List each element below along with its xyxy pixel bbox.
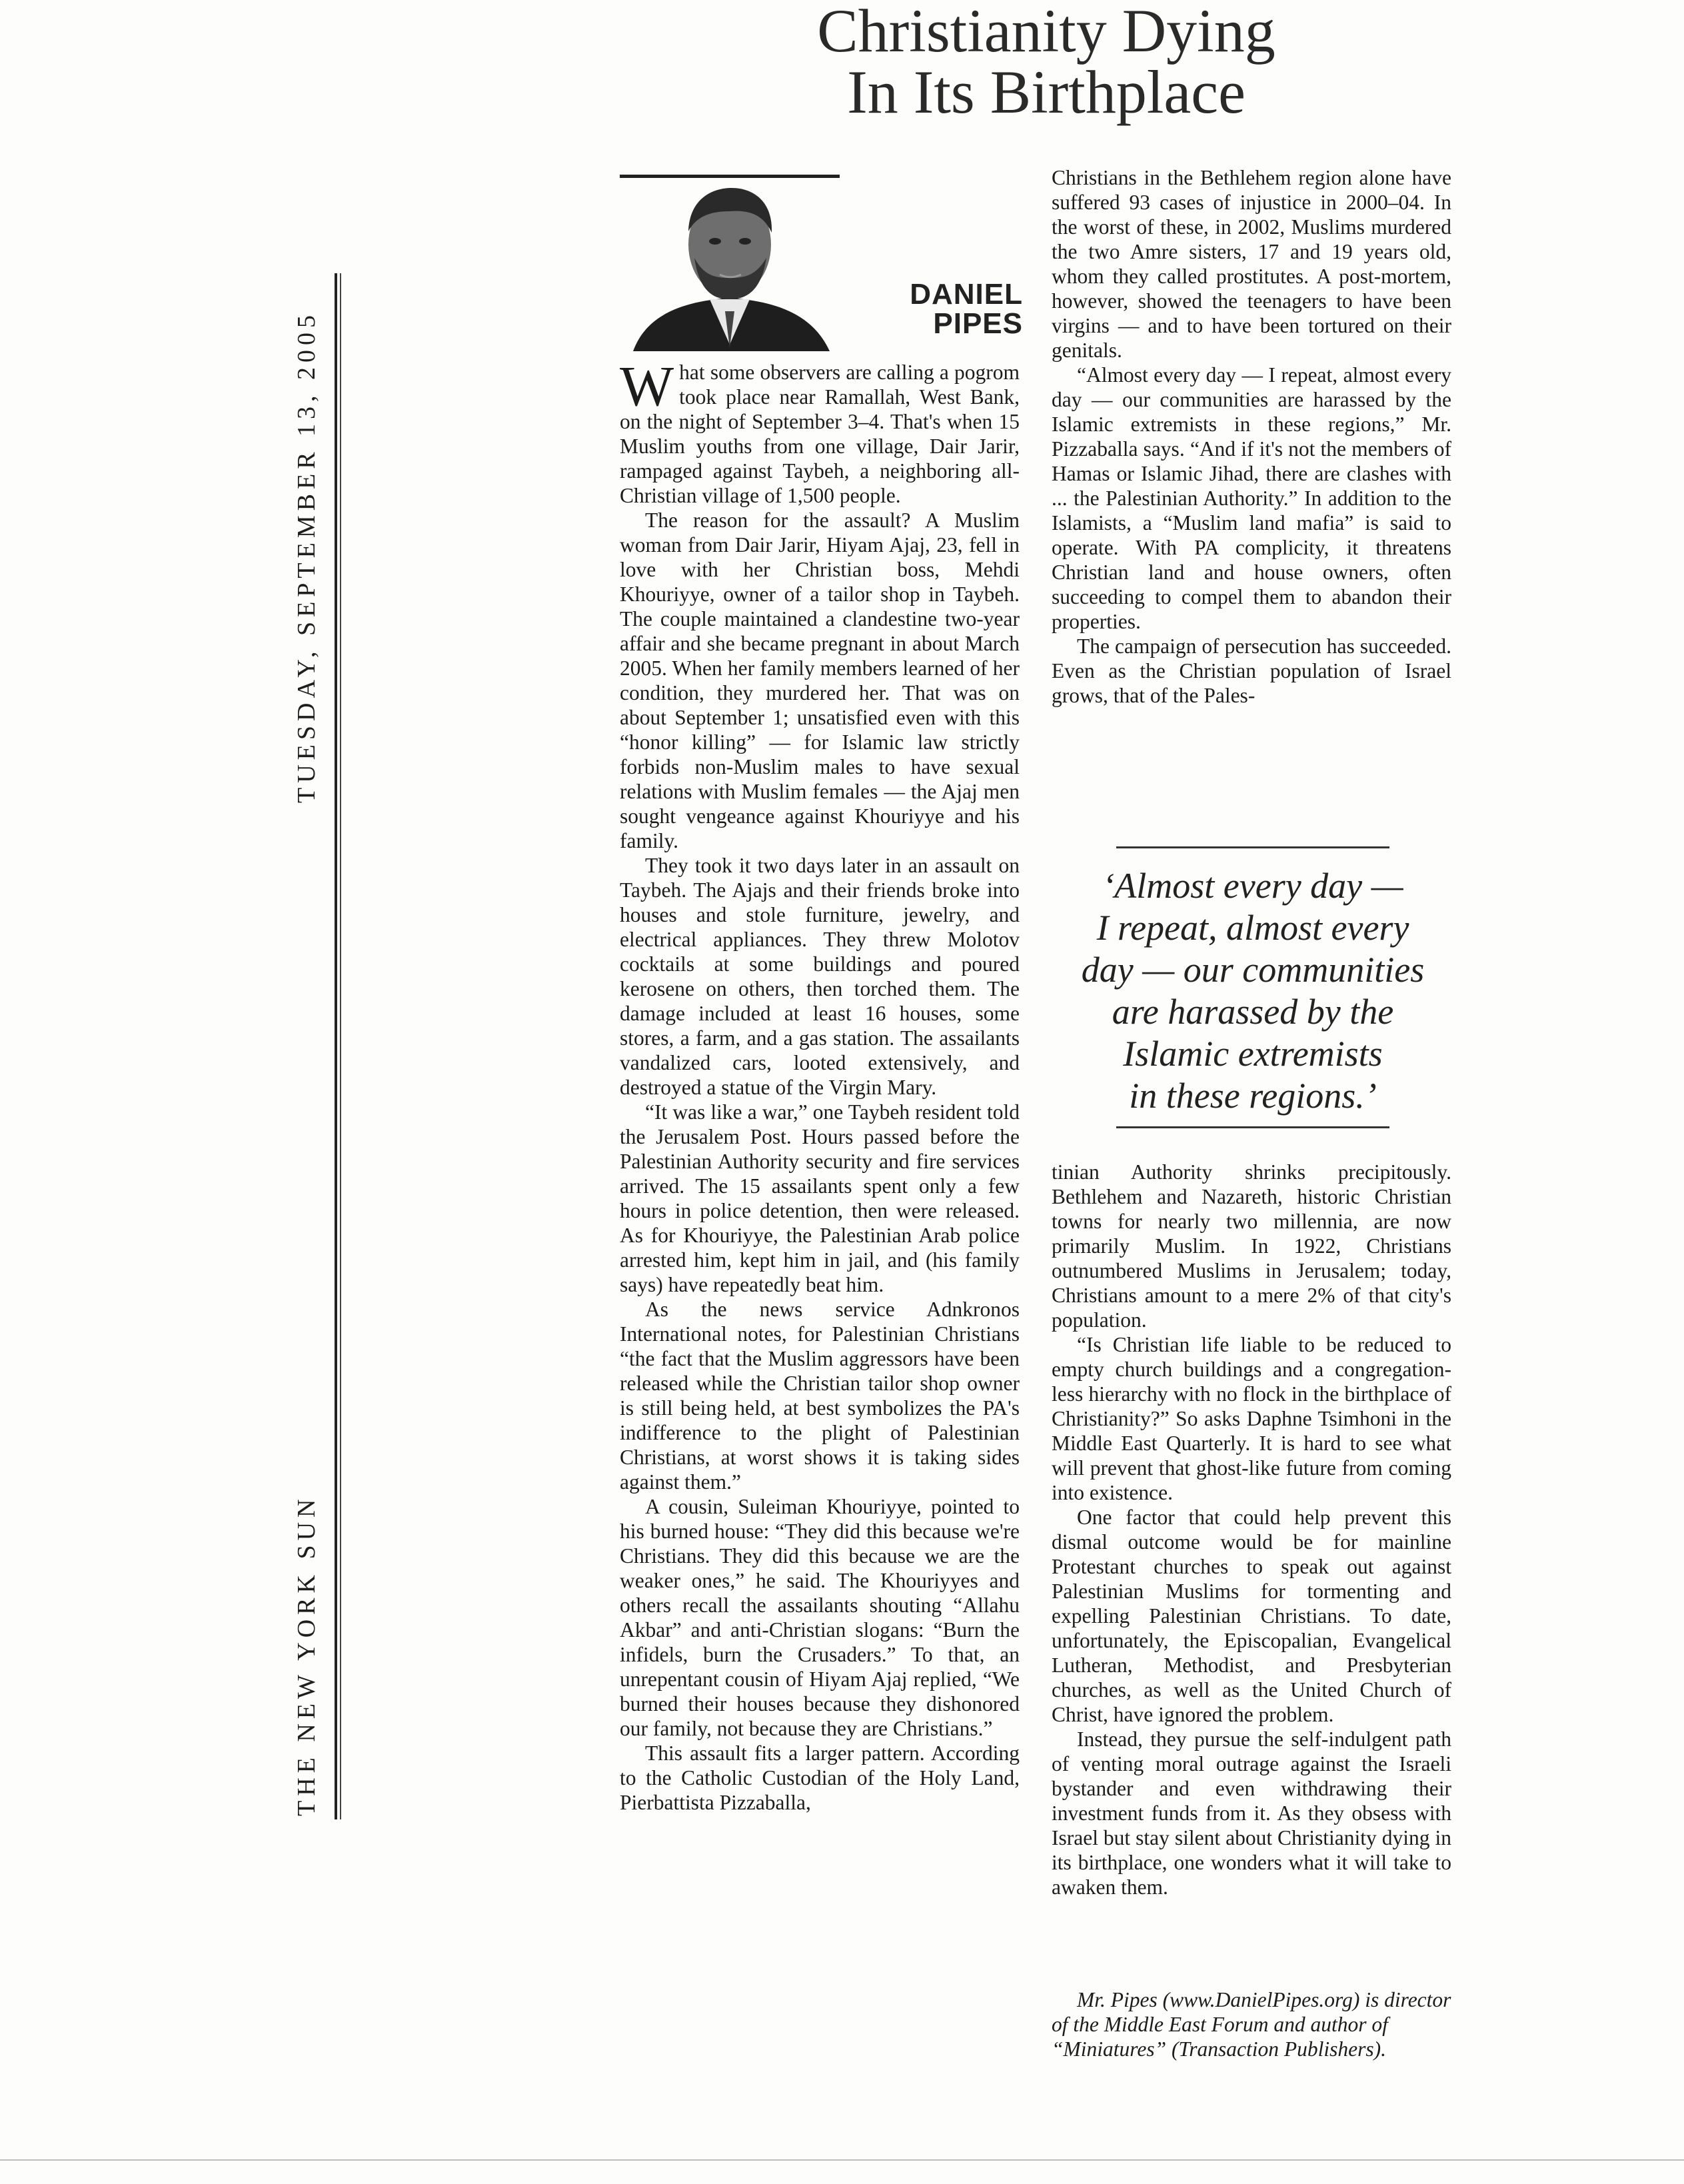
article-column-1 [620, 354, 1020, 1815]
paragraph: One factor that could help prevent this dismal outcome would be for mainline Protestant churches to speak out against Palestinian Muslims for tormenting and expelling Palestinian Christians. To date, unfortunately, the Episcopalian, Evangelical Lutheran, Methodist, and Presbyterian churches, as well as the United Church of Christ, have ignored the problem. [1052, 1506, 1451, 1726]
headline [666, 0, 1426, 126]
paragraph: “It was like a war,” one Taybeh resident told the Jerusalem Post. Hours passed before the Palestinian Authority security and fire services arrived. The 15 assailants spent only a few hours in police detention, then were released. As for Khouriyye, the Palestinian Arab police arrested him, kept him in jail, and (his family says) have repeatedly beat him. [620, 1100, 1020, 1296]
paragraph: “Almost every day — I repeat, almost every day — our communities are harassed by the Islamic extremists in these regions,” Mr. Pizzaballa says. “And if it's not the members of Hamas or Islamic Jihad, there are clashes with ... the Palestinian Authority.” In addition to the Islamists, a “Muslim land mafia” is said to operate. With PA complicity, it threatens Christian land and house owners, often succeeding to compel them to abandon their properties. [1052, 363, 1451, 633]
paragraph: What some observers are calling a pogrom took place near Ramallah, West Bank, on the night of September 3–4. That's when 15 Muslim youths from one village, Dair Jarir, rampaged against Taybeh, a neighboring all-Christian village of 1,500 people. [620, 354, 1020, 507]
headline-line-2: In Its Birthplace [847, 58, 1246, 126]
pull-quote-line: Islamic extremists [1123, 1034, 1383, 1074]
pull-quote [1066, 865, 1439, 1117]
date-label: TUESDAY, SEPTEMBER 13, 2005 [293, 310, 321, 803]
byline-last-name: PIPES [933, 307, 1023, 340]
byline [866, 280, 1023, 339]
paragraph: They took it two days later in an assault on Taybeh. The Ajajs and their friends broke into houses and stole furniture, jewelry, and electrical appliances. They threw Molotov cocktails at some buildings and poured kerosene on others, then torched them. The damage included at least 16 houses, some stores, a farm, and a gas station. The assailants vandalized cars, looted extensively, and destroyed a statue of the Virgin Mary. [620, 854, 1020, 1099]
pull-quote-rule-bottom [1116, 1126, 1389, 1128]
paragraph: As the news service Adnkronos International notes, for Palestinian Christians “the fact that the Muslim aggressors have been released while the Christian tailor shop owner is still being held, at best symbolizes the PA's indifference to the plight of Palestinian Christians, at worst shows it is taking sides against them.” [620, 1298, 1020, 1494]
byline-first-name: DANIEL [910, 278, 1023, 311]
pull-quote-rule-top [1116, 846, 1389, 848]
drop-cap: W [620, 354, 674, 418]
pull-quote-line: in these regions.’ [1129, 1076, 1377, 1116]
pull-quote-line: ‘Almost every day — [1102, 866, 1403, 906]
margin-rule-thin [340, 273, 341, 1819]
paragraph: Christians in the Bethlehem region alone have suffered 93 cases of injustice in 2000–04. In the worst of these, in 2002, Muslims murdered the two Amre sisters, 17 and 19 years old, whom they called prostitutes. A post-mortem, however, showed the teenagers to have been virgins — and to have been tortured on their genitals. [1052, 166, 1451, 362]
margin-rule [335, 273, 337, 1819]
author-photo [620, 175, 840, 351]
paragraph: This assault fits a larger pattern. According to the Catholic Custodian of the Holy Land, Pierbattista Pizzaballa, [620, 1741, 1020, 1814]
paragraph: The reason for the assault? A Muslim woman from Dair Jarir, Hiyam Ajaj, 23, fell in love with her Christian boss, Mehdi Khouriyye, owner of a tailor shop in Taybeh. The couple maintained a clandestine two-year affair and she became pregnant in about March 2005. When her family members learned of her condition, they murdered her. That was on about September 1; unsatisfied even with this “honor killing” — for Islamic law strictly forbids non-Muslim males to have sexual relations with Muslim females — the Ajaj men sought vengeance against Khouriyye and his family. [620, 509, 1020, 852]
headline-line-1: Christianity Dying [817, 0, 1275, 65]
article-column-2-bottom [1052, 1160, 1451, 1899]
author-tagline: Mr. Pipes (www.DanielPipes.org) is director of the Middle East Forum and author of “Miniatures” (Transaction Publishers). [1052, 1988, 1451, 2061]
paragraph: tinian Authority shrinks precipitously. Bethlehem and Nazareth, historic Christian towns for nearly two millennia, are now primarily Muslim. In 1922, Christians outnumbered Muslims in Jerusalem; today, Christians amount to a mere 2% of that city's population. [1052, 1160, 1451, 1332]
scan-edge-line [0, 2159, 1684, 2161]
paragraph: A cousin, Suleiman Khouriyye, pointed to his burned house: “They did this because we're Christians. They did this because we are the weaker ones,” he said. The Khouriyyes and others recall the assailants shouting “Allahu Akbar” and anti-Christian slogans: “Burn the infidels, burn the Crusaders.” To that, an unrepentant cousin of Hiyam Ajaj replied, “We burned their houses because they dishonored our family, not because they are Christians.” [620, 1495, 1020, 1740]
pull-quote-line: are harassed by the [1112, 992, 1394, 1032]
publication-name: THE NEW YORK SUN [293, 1494, 321, 1816]
pull-quote-line: day — our communities [1081, 950, 1425, 990]
paragraph: “Is Christian life liable to be reduced to empty church buildings and a congregation-less hierarchy with no flock in the birthplace of Christianity?” So asks Daphne Tsimhoni in the Middle East Quarterly. It is hard to see what will prevent that ghost-like future from coming into existence. [1052, 1333, 1451, 1504]
pull-quote-line: I repeat, almost every [1096, 908, 1409, 948]
article-column-2-top [1052, 165, 1451, 708]
author-portrait-image [620, 178, 840, 351]
paragraph: Instead, they pursue the self-indulgent path of venting moral outrage against the Israeli bystander and even withdrawing their investment funds from it. As they obsess with Israel but stay silent about Christianity dying in its birthplace, one wonders what it will take to awaken them. [1052, 1727, 1451, 1899]
paragraph: The campaign of persecution has succeeded. Even as the Christian population of Israel grows, that of the Pales- [1052, 634, 1451, 707]
